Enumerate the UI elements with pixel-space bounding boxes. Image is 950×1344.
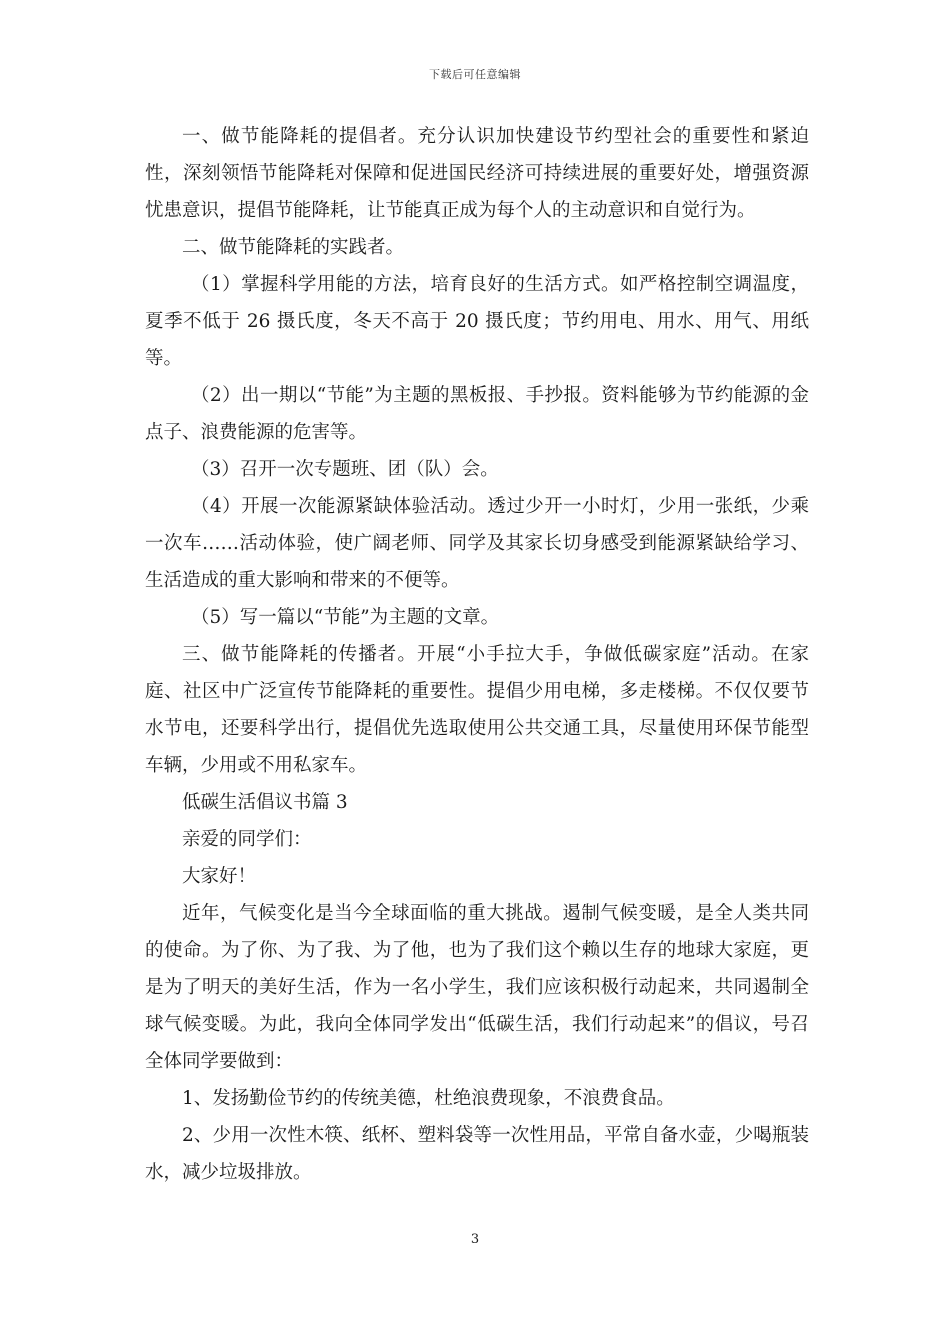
proposal-item-2: 2、少用一次性木筷、纸杯、塑料袋等一次性用品，平常自备水壶，少喝瓶装水，减少垃圾排放。 bbox=[145, 1125, 809, 1183]
paragraph-introduction: 近年，气候变化是当今全球面临的重大挑战。遏制气候变暖，是全人类共同的使命。为了你、为了我、为了他，也为了我们这个赖以生存的地球大家庭，更是为了明天的美好生活，作为一名小学生，我们应该积极行动起来，共同遏制全球气候变暖。为此，我向全体同学发出“低碳生活，我们行动起来”的倡议，号召全体同学要做到： bbox=[145, 903, 809, 1072]
paragraph-item-5: （5）写一篇以“节能”为主题的文章。 bbox=[191, 607, 500, 628]
proposal-item-1: 1、发扬勤俭节约的传统美德，杜绝浪费现象，不浪费食品。 bbox=[182, 1088, 675, 1109]
page-number: 3 bbox=[470, 1232, 480, 1247]
paragraph-item-1: （1）掌握科学用能的方法，培育良好的生活方式。如严格控制空调温度，夏季不低于 26 摄氏度，冬天不高于 20 摄氏度；节约用电、用水、用气、用纸等。 bbox=[145, 274, 809, 369]
paragraph-practitioner-heading: 二、做节能降耗的实践者。 bbox=[182, 237, 405, 258]
document-body bbox=[145, 118, 809, 1191]
paragraph-item-4: （4）开展一次能源紧缺体验活动。透过少开一小时灯，少用一张纸，少乘一次车……活动体验，使广阔老师、同学及其家长切身感受到能源紧缺给学习、生活造成的重大影响和带来的不便等。 bbox=[145, 496, 809, 591]
section-title: 低碳生活倡议书篇 3 bbox=[182, 792, 348, 813]
paragraph-communicator: 三、做节能降耗的传播者。开展“小手拉大手，争做低碳家庭”活动。在家庭、社区中广泛宣传节能降耗的重要性。提倡少用电梯，多走楼梯。不仅仅要节水节电，还要科学出行，提倡优先选取使用公共交通工具，尽量使用环保节能型车辆，少用或不用私家车。 bbox=[145, 644, 809, 776]
salutation: 亲爱的同学们： bbox=[182, 829, 312, 850]
paragraph-item-3: （3）召开一次专题班、团（队）会。 bbox=[191, 459, 499, 480]
paragraph-advocate: 一、做节能降耗的提倡者。充分认识加快建设节约型社会的重要性和紧迫性，深刻领悟节能降耗对保障和促进国民经济可持续进展的重要好处，增强资源忧患意识，提倡节能降耗，让节能真正成为每个人的主动意识和自觉行为。 bbox=[145, 126, 809, 221]
greeting: 大家好！ bbox=[182, 866, 257, 887]
header-note: 下载后可任意编辑 bbox=[429, 68, 521, 81]
paragraph-item-2: （2）出一期以“节能”为主题的黑板报、手抄报。资料能够为节约能源的金点子、浪费能源的危害等。 bbox=[145, 385, 809, 443]
